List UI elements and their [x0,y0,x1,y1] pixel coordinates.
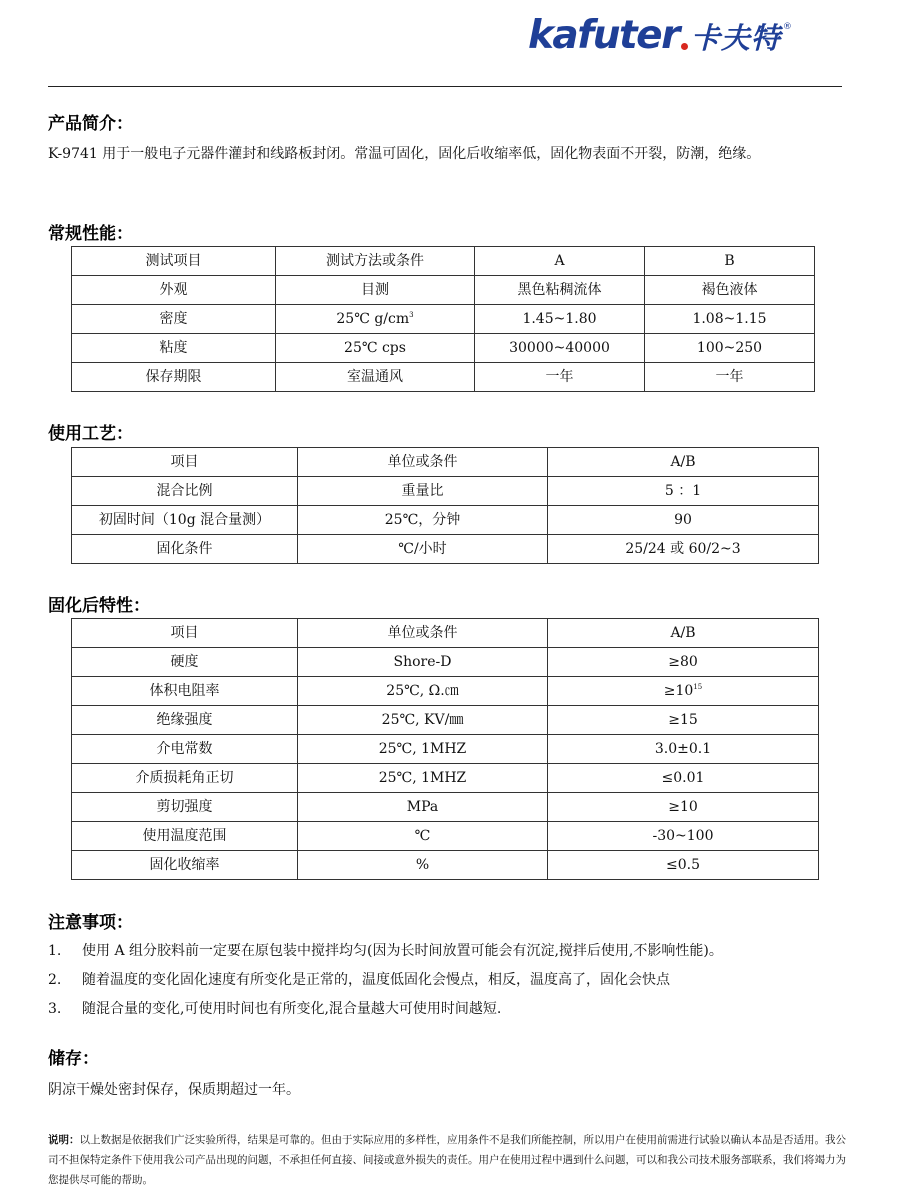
table-header-row [72,448,819,477]
table-cell: 5 ：1 [548,477,819,506]
table-row [72,334,815,363]
header-cell: A [475,247,645,276]
table-row [72,677,819,706]
cured-heading: 固化后特性： [48,596,150,616]
table-cell: 使用温度范围 [72,822,298,851]
table-cell: ≤0.5 [548,851,819,880]
header-cell: B [645,247,815,276]
table-cell: 25℃, 1MHZ [298,764,548,793]
table-cell: 褐色液体 [645,276,815,305]
density-unit: 25℃ g/cm [336,311,410,327]
table-cell: 30000~40000 [475,334,645,363]
table-cell: 重量比 [298,477,548,506]
table-cell: 室温通风 [276,363,475,392]
intro-text: K-9741 用于一般电子元器件灌封和线路板封闭。常温可固化，固化后收缩率低，固化物表面不开裂，防潮，绝缘。 [48,146,761,162]
brand-wordmark: kafuter [528,13,679,58]
table-row [72,477,819,506]
header-cell: 测试方法或条件 [276,247,475,276]
table-cell: 体积电阻率 [72,677,298,706]
table-cell: 3.0±0.1 [548,735,819,764]
list-item [48,995,868,1024]
table-header-row [72,619,819,648]
header-cell: 单位或条件 [298,448,548,477]
table-cell: 25℃ cps [276,334,475,363]
header-cell: 项目 [72,619,298,648]
registered-mark: ® [782,22,792,32]
intro-heading: 产品简介： [48,114,133,134]
header-cell: 测试项目 [72,247,276,276]
table-row [72,735,819,764]
brand-chinese-name: 卡夫特 [690,21,781,55]
notes-heading: 注意事项： [48,913,133,933]
table-cell: 25/24 或 60/2~3 [548,535,819,564]
table-cell: ≤0.01 [548,764,819,793]
table-cell: 固化收缩率 [72,851,298,880]
table-row [72,276,815,305]
resistivity-exponent: 15 [693,683,703,691]
cured-properties-table [71,618,819,880]
storage-heading: 储存： [48,1049,99,1069]
brand-logo [528,14,792,58]
table-cell: 剪切强度 [72,793,298,822]
table-cell [276,305,475,334]
table-cell: 保存期限 [72,363,276,392]
properties-table [71,246,815,392]
brand-dot-icon [681,43,688,50]
table-cell: ≥10 [548,793,819,822]
table-row [72,648,819,677]
header-cell: 单位或条件 [298,619,548,648]
table-cell: 25℃，分钟 [298,506,548,535]
table-cell: % [298,851,548,880]
table-row [72,535,819,564]
table-row [72,706,819,735]
note-text: 使用 A 组分胶料前一定要在原包装中搅拌均匀(因为长时间放置可能会有沉淀,搅拌后使用,不影响性能)。 [82,943,723,959]
process-table [71,447,819,564]
density-superscript: 3 [409,311,414,319]
table-cell: -30~100 [548,822,819,851]
table-cell: 25℃, KV/㎜ [298,706,548,735]
table-cell: 1.08~1.15 [645,305,815,334]
table-row [72,793,819,822]
table-row [72,764,819,793]
table-cell: 固化条件 [72,535,298,564]
table-cell [548,677,819,706]
properties-heading: 常规性能： [48,224,133,244]
table-cell: 绝缘强度 [72,706,298,735]
header-cell: A/B [548,448,819,477]
resistivity-value: ≥10 [663,683,694,699]
table-cell: ≥15 [548,706,819,735]
table-cell: ℃/小时 [298,535,548,564]
header-divider [48,86,842,87]
table-row [72,506,819,535]
table-row [72,822,819,851]
table-cell: 100~250 [645,334,815,363]
table-cell: 混合比例 [72,477,298,506]
table-row [72,363,815,392]
table-cell: MPa [298,793,548,822]
table-cell: 黑色粘稠流体 [475,276,645,305]
notes-list [48,937,868,1024]
table-cell: 25℃, Ω.㎝ [298,677,548,706]
table-cell: 外观 [72,276,276,305]
table-cell: 1.45~1.80 [475,305,645,334]
table-cell: Shore-D [298,648,548,677]
table-cell: 介电常数 [72,735,298,764]
note-number: 2. [48,972,62,988]
note-text: 随着温度的变化固化速度有所变化是正常的，温度低固化会慢点，相反，温度高了，固化会快点 [82,972,670,988]
process-heading: 使用工艺： [48,424,133,444]
table-header-row [72,247,815,276]
header-cell: 项目 [72,448,298,477]
note-number: 1. [48,943,62,959]
table-cell: ℃ [298,822,548,851]
disclaimer-lead: 说明： [48,1134,80,1146]
header-cell: A/B [548,619,819,648]
table-row [72,305,815,334]
table-cell: 25℃, 1MHZ [298,735,548,764]
table-cell: 粘度 [72,334,276,363]
note-text: 随混合量的变化,可使用时间也有所变化,混合量越大可使用时间越短. [82,1001,502,1017]
list-item [48,966,868,995]
table-cell: 目测 [276,276,475,305]
table-cell: 初固时间（10g 混合量测） [72,506,298,535]
table-cell: ≥80 [548,648,819,677]
table-cell: 一年 [645,363,815,392]
table-cell: 硬度 [72,648,298,677]
table-row [72,851,819,880]
disclaimer [48,1130,848,1190]
list-item [48,937,868,966]
table-cell: 一年 [475,363,645,392]
table-cell: 介质损耗角正切 [72,764,298,793]
disclaimer-text: 以上数据是依据我们广泛实验所得，结果是可靠的。但由于实际应用的多样性，应用条件不是我们所能控制，所以用户在使用前需进行试验以确认本品是否适用。我公司不担保特定条件下使用我公司产品出现的问题，不承担任何直接、间接或意外损失的责任。用户在使用过程中遇到什么问题，可以和我公司技术服务部联系，我们将竭力为您提供尽可能的帮助。 [48,1134,846,1186]
note-number: 3. [48,1001,62,1017]
table-cell: 90 [548,506,819,535]
storage-text: 阴凉干燥处密封保存，保质期超过一年。 [48,1082,300,1098]
table-cell: 密度 [72,305,276,334]
